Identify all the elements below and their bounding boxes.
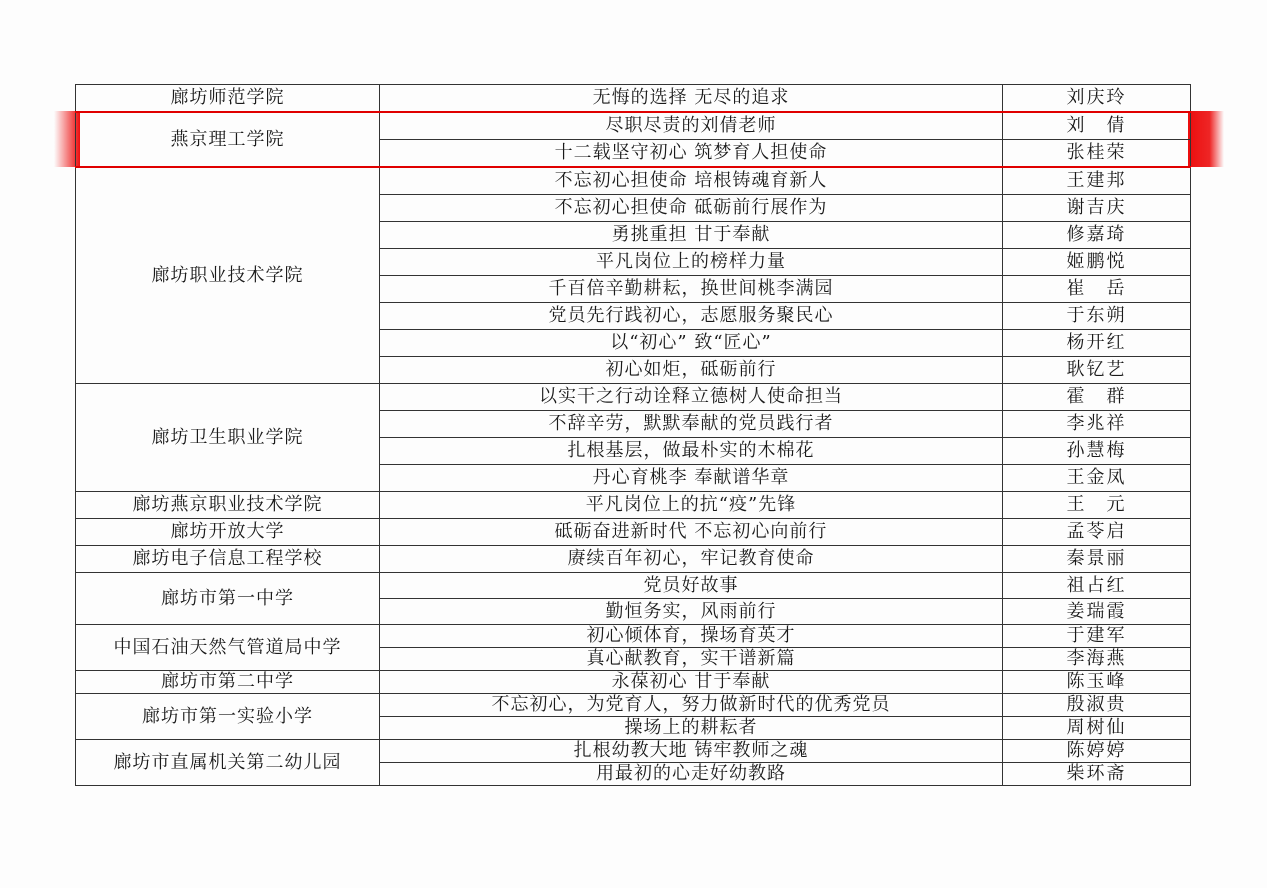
school-cell: 廊坊卫生职业学院 <box>76 384 380 492</box>
table-row <box>76 573 1191 599</box>
school-cell: 廊坊市第一实验小学 <box>76 694 380 740</box>
school-cell: 燕京理工学院 <box>76 112 380 167</box>
highlight-marker-right <box>1188 111 1224 167</box>
table-row <box>76 519 1191 546</box>
name-cell: 崔 岳 <box>1003 276 1191 303</box>
table-row <box>76 85 1191 113</box>
school-cell: 廊坊师范学院 <box>76 85 380 113</box>
name-cell: 刘庆玲 <box>1003 85 1191 113</box>
title-cell: 党员先行践初心，志愿服务聚民心 <box>380 303 1003 330</box>
title-cell: 十二载坚守初心 筑梦育人担使命 <box>380 140 1003 168</box>
title-cell: 赓续百年初心，牢记教育使命 <box>380 546 1003 573</box>
name-cell: 孙慧梅 <box>1003 438 1191 465</box>
title-cell: 初心倾体育，操场育英才 <box>380 625 1003 648</box>
table-row <box>76 167 1191 195</box>
name-cell: 耿钇艺 <box>1003 357 1191 384</box>
honoree-table <box>75 84 1191 786</box>
name-cell: 秦景丽 <box>1003 546 1191 573</box>
school-cell: 廊坊市直属机关第二幼儿园 <box>76 740 380 786</box>
name-cell: 姜瑞霞 <box>1003 599 1191 625</box>
name-cell: 杨开红 <box>1003 330 1191 357</box>
name-cell: 刘 倩 <box>1003 112 1191 140</box>
school-cell: 廊坊职业技术学院 <box>76 167 380 384</box>
name-cell: 殷淑贵 <box>1003 694 1191 717</box>
table-row <box>76 546 1191 573</box>
title-cell: 尽职尽责的刘倩老师 <box>380 112 1003 140</box>
school-cell: 廊坊电子信息工程学校 <box>76 546 380 573</box>
name-cell: 姬鹏悦 <box>1003 249 1191 276</box>
table-row <box>76 694 1191 717</box>
name-cell: 祖占红 <box>1003 573 1191 599</box>
title-cell: 平凡岗位上的抗“疫”先锋 <box>380 492 1003 519</box>
school-cell: 廊坊市第二中学 <box>76 671 380 694</box>
title-cell: 真心献教育，实干谱新篇 <box>380 648 1003 671</box>
name-cell: 柴环斋 <box>1003 763 1191 786</box>
title-cell: 砥砺奋进新时代 不忘初心向前行 <box>380 519 1003 546</box>
title-cell: 不辞辛劳，默默奉献的党员践行者 <box>380 411 1003 438</box>
name-cell: 周树仙 <box>1003 717 1191 740</box>
title-cell: 无悔的选择 无尽的追求 <box>380 85 1003 113</box>
table-row <box>76 740 1191 763</box>
title-cell: 用最初的心走好幼教路 <box>380 763 1003 786</box>
title-cell: 党员好故事 <box>380 573 1003 599</box>
name-cell: 谢吉庆 <box>1003 195 1191 222</box>
title-cell: 勤恒务实，风雨前行 <box>380 599 1003 625</box>
title-cell: 勇挑重担 甘于奉献 <box>380 222 1003 249</box>
title-cell: 初心如炬，砥砺前行 <box>380 357 1003 384</box>
title-cell: 不忘初心，为党育人，努力做新时代的优秀党员 <box>380 694 1003 717</box>
title-cell: 不忘初心担使命 培根铸魂育新人 <box>380 167 1003 195</box>
title-cell: 扎根基层，做最朴实的木棉花 <box>380 438 1003 465</box>
title-cell: 不忘初心担使命 砥砺前行展作为 <box>380 195 1003 222</box>
table-row <box>76 671 1191 694</box>
name-cell: 陈玉峰 <box>1003 671 1191 694</box>
name-cell: 孟苓启 <box>1003 519 1191 546</box>
name-cell: 李兆祥 <box>1003 411 1191 438</box>
school-cell: 廊坊开放大学 <box>76 519 380 546</box>
table-row <box>76 384 1191 411</box>
title-cell: 平凡岗位上的榜样力量 <box>380 249 1003 276</box>
name-cell: 王建邦 <box>1003 167 1191 195</box>
table-row <box>76 625 1191 648</box>
name-cell: 于建军 <box>1003 625 1191 648</box>
name-cell: 王金凤 <box>1003 465 1191 492</box>
school-cell: 廊坊市第一中学 <box>76 573 380 625</box>
title-cell: 操场上的耕耘者 <box>380 717 1003 740</box>
title-cell: 丹心育桃李 奉献谱华章 <box>380 465 1003 492</box>
name-cell: 修嘉琦 <box>1003 222 1191 249</box>
title-cell: 千百倍辛勤耕耘，换世间桃李满园 <box>380 276 1003 303</box>
name-cell: 陈婷婷 <box>1003 740 1191 763</box>
school-cell: 廊坊燕京职业技术学院 <box>76 492 380 519</box>
title-cell: 扎根幼教大地 铸牢教师之魂 <box>380 740 1003 763</box>
school-cell: 中国石油天然气管道局中学 <box>76 625 380 671</box>
title-cell: 永葆初心 甘于奉献 <box>380 671 1003 694</box>
title-cell: 以实干之行动诠释立德树人使命担当 <box>380 384 1003 411</box>
name-cell: 于东朔 <box>1003 303 1191 330</box>
name-cell: 李海燕 <box>1003 648 1191 671</box>
title-cell: 以“初心” 致“匠心” <box>380 330 1003 357</box>
table-row <box>76 112 1191 140</box>
name-cell: 张桂荣 <box>1003 140 1191 168</box>
name-cell: 王 元 <box>1003 492 1191 519</box>
name-cell: 霍 群 <box>1003 384 1191 411</box>
table-row <box>76 492 1191 519</box>
